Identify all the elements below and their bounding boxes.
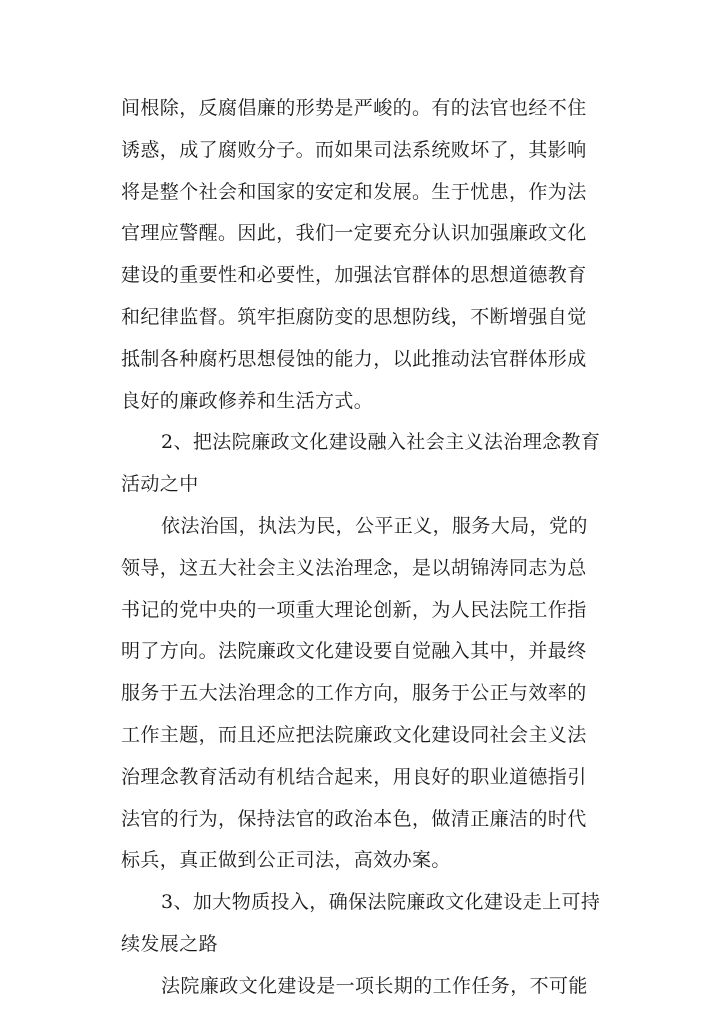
text-line: 治理念教育活动有机结合起来，用良好的职业道德指引 [121, 765, 587, 788]
text-line: 良好的廉政修养和生活方式。 [121, 389, 374, 412]
text-line: 依法治国，执法为民，公平正义，服务大局，党的 [161, 514, 588, 537]
text-line: 和纪律监督。筑牢拒腐防变的思想防线，不断增强自觉 [121, 305, 587, 328]
text-line: 法院廉政文化建设是一项长期的工作任务，不可能 [161, 974, 588, 997]
text-line: 服务于五大法治理念的工作方向，服务于公正与效率的 [121, 682, 587, 705]
text-line: 诱惑，成了腐败分子。而如果司法系统败坏了，其影响 [121, 138, 587, 161]
text-line: 法官的行为，保持法官的政治本色，做清正廉洁的时代 [121, 807, 587, 830]
section-heading-2-cont: 活动之中 [121, 473, 199, 496]
text-line: 标兵，真正做到公正司法，高效办案。 [121, 849, 451, 872]
text-line: 明了方向。法院廉政文化建设要自觉融入其中，并最终 [121, 640, 587, 663]
text-line: 官理应警醒。因此，我们一定要充分认识加强廉政文化 [121, 222, 587, 245]
text-line: 建设的重要性和必要性，加强法官群体的思想道德教育 [121, 264, 587, 287]
section-heading-3-cont: 续发展之路 [121, 932, 219, 955]
section-heading-2: 2、把法院廉政文化建设融入社会主义法治理念教育 [161, 431, 601, 454]
text-line: 抵制各种腐朽思想侵蚀的能力，以此推动法官群体形成 [121, 347, 587, 370]
text-line: 将是整个社会和国家的安定和发展。生于忧患，作为法 [121, 180, 587, 203]
body-text [121, 88, 601, 1008]
text-line: 领导，这五大社会主义法治理念，是以胡锦涛同志为总 [121, 556, 587, 579]
text-line: 间根除，反腐倡廉的形势是严峻的。有的法官也经不住 [121, 97, 587, 119]
text-line: 工作主题，而且还应把法院廉政文化建设同社会主义法 [121, 723, 587, 746]
section-heading-3: 3、加大物质投入，确保法院廉政文化建设走上可持 [161, 891, 601, 914]
text-line: 书记的党中央的一项重大理论创新，为人民法院工作指 [121, 598, 587, 621]
